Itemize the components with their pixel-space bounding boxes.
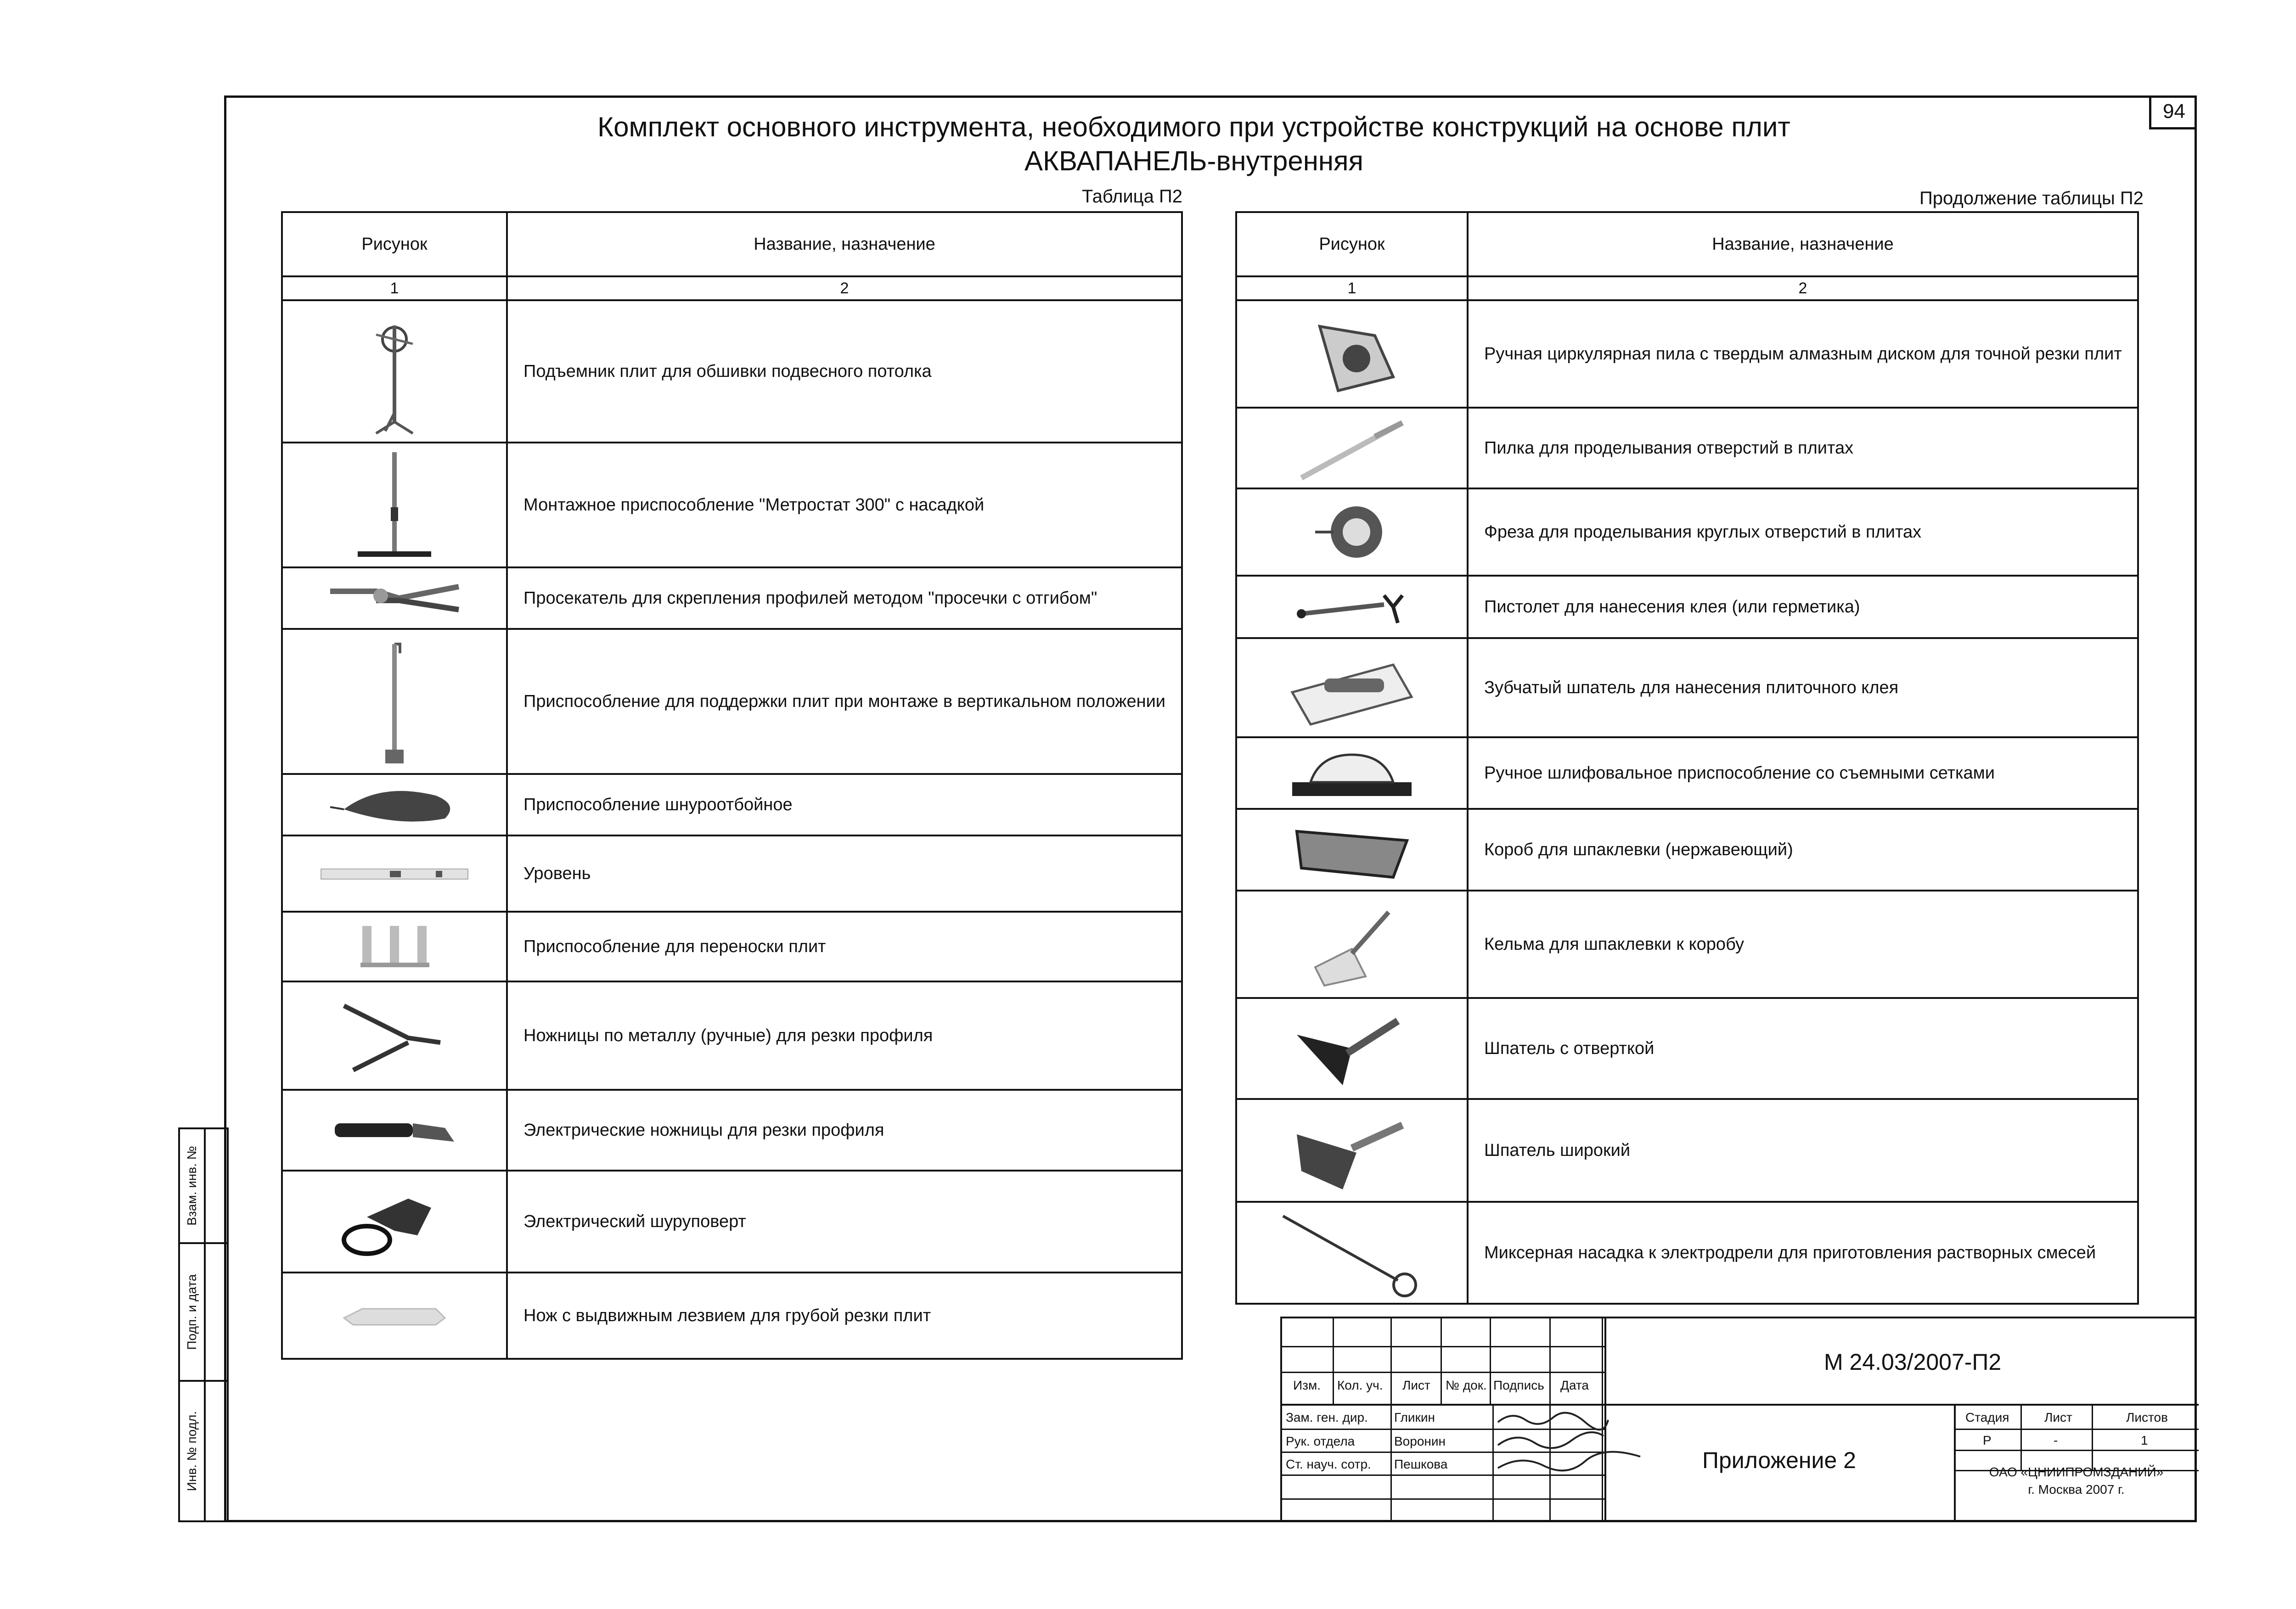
crimper-icon <box>282 567 507 629</box>
table-row <box>1236 408 2138 488</box>
table-row <box>1236 638 2138 737</box>
level-icon <box>282 835 507 912</box>
hole-cutter-icon <box>1236 488 1468 576</box>
table-cell: Электрический шуруповерт <box>507 1171 1182 1273</box>
screwdriver-icon <box>282 1171 507 1273</box>
mud-pan-icon <box>1236 809 1468 891</box>
table-row <box>1236 488 2138 576</box>
table-cell: Ручное шлифовальное приспособление со съемными сетками <box>1468 737 2138 809</box>
sheet-value: - <box>2054 1433 2058 1447</box>
header-num-1: 1 <box>1236 276 1468 300</box>
org-name: ОАО «ЦНИИПРОМЗДАНИЙ» <box>1989 1465 2164 1479</box>
col-data: Дата <box>1560 1378 1589 1392</box>
table-cell: Электрические ножницы для резки профиля <box>507 1090 1182 1171</box>
document-code: М 24.03/2007-П2 <box>1824 1349 2002 1375</box>
role-1: Зам. ген. дир. <box>1286 1410 1368 1424</box>
table-cell: Уровень <box>507 835 1182 912</box>
header-num-1: 1 <box>282 276 507 300</box>
person-2: Воронин <box>1394 1434 1446 1448</box>
table-row <box>1236 737 2138 809</box>
header-name: Название, назначение <box>507 212 1182 276</box>
person-1: Гликин <box>1394 1410 1435 1424</box>
table-row <box>282 567 1182 629</box>
trowel-icon <box>1236 891 1468 998</box>
table-row <box>282 835 1182 912</box>
table-row <box>282 443 1182 567</box>
header-num-2: 2 <box>507 276 1182 300</box>
header-picture: Рисунок <box>1236 212 1468 276</box>
table-row <box>282 1090 1182 1171</box>
wide-spatula-icon <box>1236 1099 1468 1202</box>
stamp-cell-podp <box>180 1244 227 1382</box>
stamp-cell-vzam <box>180 1129 227 1244</box>
col-podpis: Подпись <box>1493 1378 1544 1392</box>
side-stamp <box>178 1127 229 1522</box>
hole-saw-blade-icon <box>1236 408 1468 488</box>
header-picture: Рисунок <box>282 212 507 276</box>
panel-lifter-icon <box>282 300 507 443</box>
person-3: Пешкова <box>1394 1457 1448 1471</box>
electric-shears-icon <box>282 1090 507 1171</box>
notched-trowel-icon <box>1236 638 1468 737</box>
table-cell: Миксерная насадка к электродрели для приготовления растворных смесей <box>1468 1202 2138 1304</box>
stamp-label-inv: Инв. № подл. <box>185 1411 199 1491</box>
table-row <box>282 629 1182 774</box>
stage-header: Стадия <box>1965 1410 2009 1424</box>
sanding-block-icon <box>1236 737 1468 809</box>
col-ndok: № док. <box>1446 1378 1487 1392</box>
sheets-value: 1 <box>2141 1433 2148 1447</box>
table-cell: Ручная циркулярная пила с твердым алмазным диском для точной резки плит <box>1468 300 2138 408</box>
mixer-paddle-icon <box>1236 1202 1468 1304</box>
table-cell: Монтажное приспособление "Метростат 300" с насадкой <box>507 443 1182 567</box>
stamp-label-vzam: Взам. инв. № <box>185 1146 199 1226</box>
snips-icon <box>282 981 507 1090</box>
table-cell: Приспособление шнуроотбойное <box>507 774 1182 835</box>
table-row <box>1236 576 2138 638</box>
table-cell: Подъемник плит для обшивки подвесного потолка <box>507 300 1182 443</box>
stamp-label-podp: Подп. и дата <box>185 1274 199 1350</box>
table-row <box>282 300 1182 443</box>
table-caption-left: Таблица П2 <box>1082 186 1182 207</box>
table-cell: Приспособление для поддержки плит при монтаже в вертикальном положении <box>507 629 1182 774</box>
table-row <box>282 981 1182 1090</box>
table-cell: Короб для шпаклевки (нержавеющий) <box>1468 809 2138 891</box>
title-line-1: Комплект основного инструмента, необходимого при устройстве конструкций на основе плит <box>597 112 1790 142</box>
title-block <box>1280 1317 2197 1522</box>
mounting-device-icon <box>282 443 507 567</box>
col-kol: Кол. уч. <box>1337 1378 1383 1392</box>
table-row <box>1236 1099 2138 1202</box>
table-caption-right: Продолжение таблицы П2 <box>1919 188 2144 208</box>
table-cell: Нож с выдвижным лезвием для грубой резки плит <box>507 1273 1182 1359</box>
role-2: Рук. отдела <box>1286 1434 1355 1448</box>
chalk-line-icon <box>282 774 507 835</box>
header-name: Название, назначение <box>1468 212 2138 276</box>
table-row <box>1236 1202 2138 1304</box>
role-3: Ст. науч. сотр. <box>1286 1457 1371 1471</box>
utility-knife-icon <box>282 1273 507 1359</box>
header-num-2: 2 <box>1468 276 2138 300</box>
table-cell: Кельма для шпаклевки к коробу <box>1468 891 2138 998</box>
table-cell: Приспособление для переноски плит <box>507 912 1182 981</box>
table-cell: Пистолет для нанесения клея (или герметика) <box>1468 576 2138 638</box>
table-row <box>282 1171 1182 1273</box>
appendix-name: Приложение 2 <box>1702 1447 1856 1473</box>
table-cell: Зубчатый шпатель для нанесения плиточного клея <box>1468 638 2138 737</box>
table-cell: Ножницы по металлу (ручные) для резки профиля <box>507 981 1182 1090</box>
title-line-2: АКВАПАНЕЛЬ-внутренняя <box>1024 146 1364 176</box>
table-row <box>1236 891 2138 998</box>
sheet-number: 94 <box>2149 95 2197 129</box>
table-row <box>1236 809 2138 891</box>
table-cell: Просекатель для скрепления профилей методом "просечки с отгибом" <box>507 567 1182 629</box>
circular-saw-icon <box>1236 300 1468 408</box>
table-row <box>282 912 1182 981</box>
glue-gun-icon <box>1236 576 1468 638</box>
col-izm: Изм. <box>1293 1378 1321 1392</box>
table-row <box>282 774 1182 835</box>
sheet-header: Лист <box>2044 1410 2072 1424</box>
table-row <box>1236 300 2138 408</box>
tools-table-left <box>281 211 1183 1360</box>
table-cell: Пилка для проделывания отверстий в плитах <box>1468 408 2138 488</box>
stamp-cell-inv <box>180 1382 227 1520</box>
org-city-year: г. Москва 2007 г. <box>2028 1482 2125 1497</box>
sheets-header: Листов <box>2126 1410 2168 1424</box>
col-list: Лист <box>1402 1378 1430 1392</box>
table-row <box>282 1273 1182 1359</box>
table-cell: Фреза для проделывания круглых отверстий в плитах <box>1468 488 2138 576</box>
table-cell: Шпатель с отверткой <box>1468 998 2138 1099</box>
table-row <box>1236 998 2138 1099</box>
page-title <box>413 110 1975 178</box>
support-device-icon <box>282 629 507 774</box>
panel-carrier-icon <box>282 912 507 981</box>
tools-table-right <box>1235 211 2139 1305</box>
organization <box>1954 1463 2199 1498</box>
signatures-icon <box>1493 1408 1645 1477</box>
putty-knife-icon <box>1236 998 1468 1099</box>
stage-value: Р <box>1983 1433 1992 1447</box>
table-cell: Шпатель широкий <box>1468 1099 2138 1202</box>
